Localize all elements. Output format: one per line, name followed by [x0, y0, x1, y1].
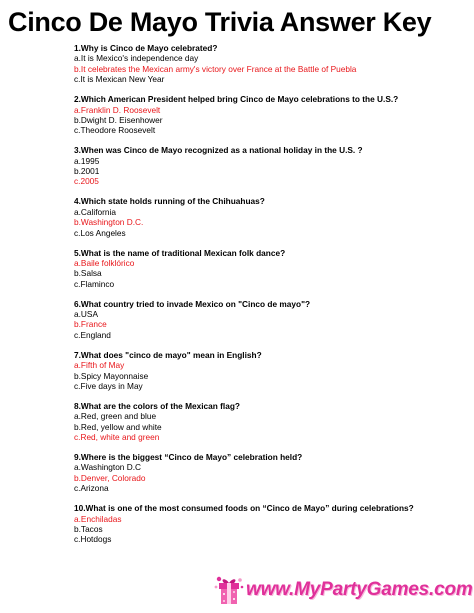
answer-option: c.Los Angeles [74, 227, 126, 238]
answer-option: b.Tacos [74, 523, 103, 534]
answer-option: a.Washington D.C [74, 462, 142, 473]
page-title: Cinco De Mayo Trivia Answer Key [8, 7, 432, 37]
question-block [74, 94, 470, 136]
answer-option: b.Salsa [74, 268, 102, 279]
answer-option: a.USA [74, 309, 98, 320]
answer-option: c.Arizona [74, 483, 109, 494]
question-block [74, 401, 470, 443]
question-text: 9.Where is the biggest “Cinco de Mayo” celebration held? [74, 452, 303, 462]
answer-option: b.2001 [74, 166, 100, 177]
question-text: 10.What is one of the most consumed foods on “Cinco de Mayo” during celebrations? [74, 503, 414, 514]
answer-option: a.Red, green and blue [74, 411, 157, 422]
question-text: 1.Why is Cinco de Mayo celebrated? [74, 43, 218, 53]
answer-option: a.It is Mexico's independence day [74, 53, 199, 64]
logo-text: www.MyPartyGames.com [246, 579, 473, 600]
question-text: 8.What are the colors of the Mexican flag? [74, 400, 240, 411]
question-block [74, 145, 470, 187]
answer-option: a.1995 [74, 155, 100, 166]
question-text: 3.When was Cinco de Mayo recognized as a national holiday in the U.S. ? [74, 145, 363, 156]
question-block [74, 503, 470, 545]
answer-option: a.California [74, 206, 116, 217]
question-block [74, 299, 470, 341]
answer-option: c.Hotdogs [74, 534, 112, 545]
gift-box-icon [212, 574, 246, 606]
question-block [74, 196, 470, 238]
answer-option: b.Spicy Mayonnaise [74, 370, 149, 381]
correct-answer-option: b.It celebrates the Mexican army's victory over France at the Battle of Puebla [74, 63, 357, 74]
question-block [74, 452, 470, 494]
question-text: 5.What is the name of traditional Mexican folk dance? [74, 247, 286, 258]
question-list [74, 43, 470, 554]
question-text: 6.What country tried to invade Mexico on "Cinco de mayo"? [74, 298, 311, 309]
correct-answer-option: a.Franklin D. Roosevelt [74, 104, 161, 115]
correct-answer-option: b.France [74, 319, 107, 330]
correct-answer-option: a.Baile folklórico [74, 257, 135, 268]
correct-answer-option: b.Washington D.C. [74, 217, 144, 228]
question-text: 7.What does "cinco de mayo" mean in English? [74, 349, 262, 360]
answer-option: c.Flaminco [74, 278, 115, 289]
correct-answer-option: a.Fifth of May [74, 360, 125, 371]
site-logo [212, 574, 473, 606]
question-block [74, 248, 470, 290]
question-block [74, 350, 470, 392]
question-text: 4.Which state holds running of the Chihuahuas? [74, 196, 265, 207]
answer-option: c.Theodore Roosevelt [74, 125, 156, 136]
answer-option: b.Dwight D. Eisenhower [74, 114, 163, 125]
answer-option: c.Five days in May [74, 380, 143, 391]
question-text: 2.Which American President helped bring Cinco de Mayo celebrations to the U.S.? [74, 94, 399, 105]
answer-option: c.It is Mexican New Year [74, 74, 165, 85]
correct-answer-option: a.Enchiladas [74, 513, 122, 524]
question-block [74, 43, 470, 85]
answer-option: c.England [74, 329, 111, 340]
answer-option: b.Red, yellow and white [74, 421, 162, 432]
correct-answer-option: c.Red, white and green [74, 432, 160, 443]
correct-answer-option: b.Denver, Colorado [74, 472, 146, 483]
correct-answer-option: c.2005 [74, 176, 99, 187]
